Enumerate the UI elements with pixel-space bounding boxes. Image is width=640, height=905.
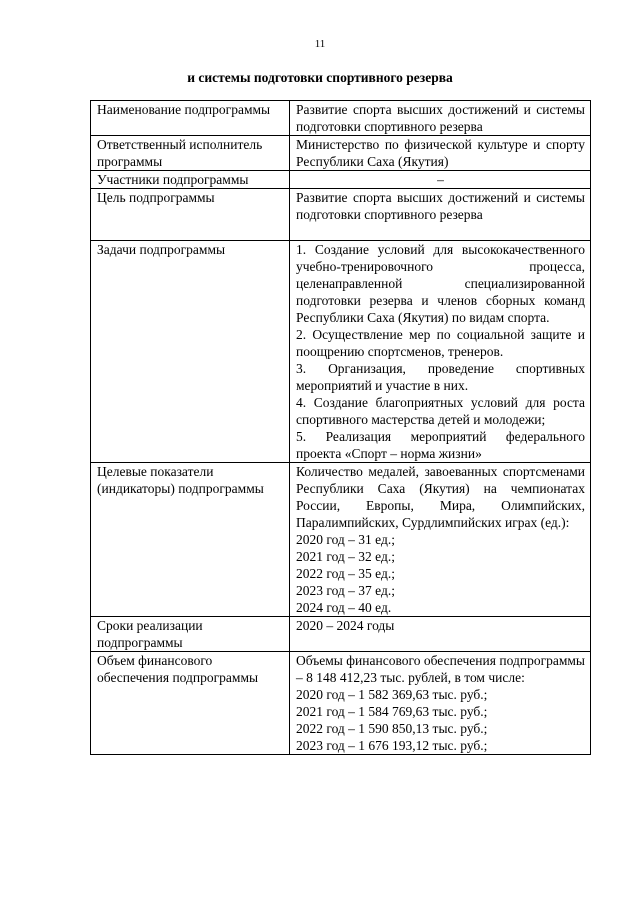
table-row [91, 463, 591, 617]
subprogram-passport-table [90, 100, 591, 755]
table-row [91, 171, 591, 189]
funding-year: 2020 год – 1 582 369,63 тыс. руб.; [296, 687, 488, 702]
subprogram-heading: и системы подготовки спортивного резерва [187, 70, 453, 85]
row-label-participants: Участники подпрограммы [91, 171, 290, 189]
row-label-indicators: Целевые показатели (индикаторы) подпрограммы [91, 463, 290, 617]
table-row [91, 189, 591, 241]
row-value-indicators [290, 463, 591, 617]
table-row [91, 136, 591, 171]
table-row [91, 101, 591, 136]
table-row [91, 617, 591, 652]
row-value-goal [290, 189, 591, 241]
task-item: 1. Создание условий для высококачественного учебно-тренировочного процесса, целенаправленной специализированной подготовки резерва и членов сборных команд Республики Саха (Якутия) по видам спорта. [296, 242, 585, 325]
blank-line [296, 223, 585, 240]
row-label-name: Наименование подпрограммы [91, 101, 290, 136]
task-item: 4. Создание благоприятных условий для роста спортивного мастерства детей и молодежи; [296, 395, 585, 427]
indicators-intro: Количество медалей, завоеванных спортсменами Республики Саха (Якутия) на чемпионатах России, Европы, Мира, Олимпийских, Паралимпийских, Сурдлимпийских играх (ед.): [296, 464, 585, 530]
indicator-year: 2022 год – 35 ед.; [296, 566, 395, 581]
row-label-timeline: Сроки реализации подпрограммы [91, 617, 290, 652]
task-item: 5. Реализация мероприятий федерального проекта «Спорт – норма жизни» [296, 429, 585, 461]
funding-year: 2021 год – 1 584 769,63 тыс. руб.; [296, 704, 488, 719]
row-value-name: Развитие спорта высших достижений и системы подготовки спортивного резерва [290, 101, 591, 136]
row-value-tasks [290, 241, 591, 463]
indicator-year: 2021 год – 32 ед.; [296, 549, 395, 564]
task-item: 2. Осуществление мер по социальной защите и поощрению спортсменов, тренеров. [296, 327, 585, 359]
row-value-participants: – [290, 171, 591, 189]
goal-text: Развитие спорта высших достижений и системы подготовки спортивного резерва [296, 190, 585, 222]
row-value-funding [290, 652, 591, 755]
row-label-tasks: Задачи подпрограммы [91, 241, 290, 463]
row-value-executor: Министерство по физической культуре и спорту Республики Саха (Якутия) [290, 136, 591, 171]
table-row [91, 241, 591, 463]
table-row [91, 652, 591, 755]
funding-intro: Объемы финансового обеспечения подпрограммы – 8 148 412,23 тыс. рублей, в том числе: [296, 653, 585, 685]
row-label-goal: Цель подпрограммы [91, 189, 290, 241]
indicator-year: 2023 год – 37 ед.; [296, 583, 395, 598]
page-number: 11 [314, 38, 326, 50]
indicator-year: 2024 год – 40 ед. [296, 600, 392, 615]
funding-year: 2023 год – 1 676 193,12 тыс. руб.; [296, 738, 488, 753]
funding-year: 2022 год – 1 590 850,13 тыс. руб.; [296, 721, 488, 736]
task-item: 3. Организация, проведение спортивных мероприятий и участие в них. [296, 361, 585, 393]
row-value-timeline: 2020 – 2024 годы [290, 617, 591, 652]
indicator-year: 2020 год – 31 ед.; [296, 532, 395, 547]
row-label-executor: Ответственный исполнитель программы [91, 136, 290, 171]
row-label-funding: Объем финансового обеспечения подпрограммы [91, 652, 290, 755]
